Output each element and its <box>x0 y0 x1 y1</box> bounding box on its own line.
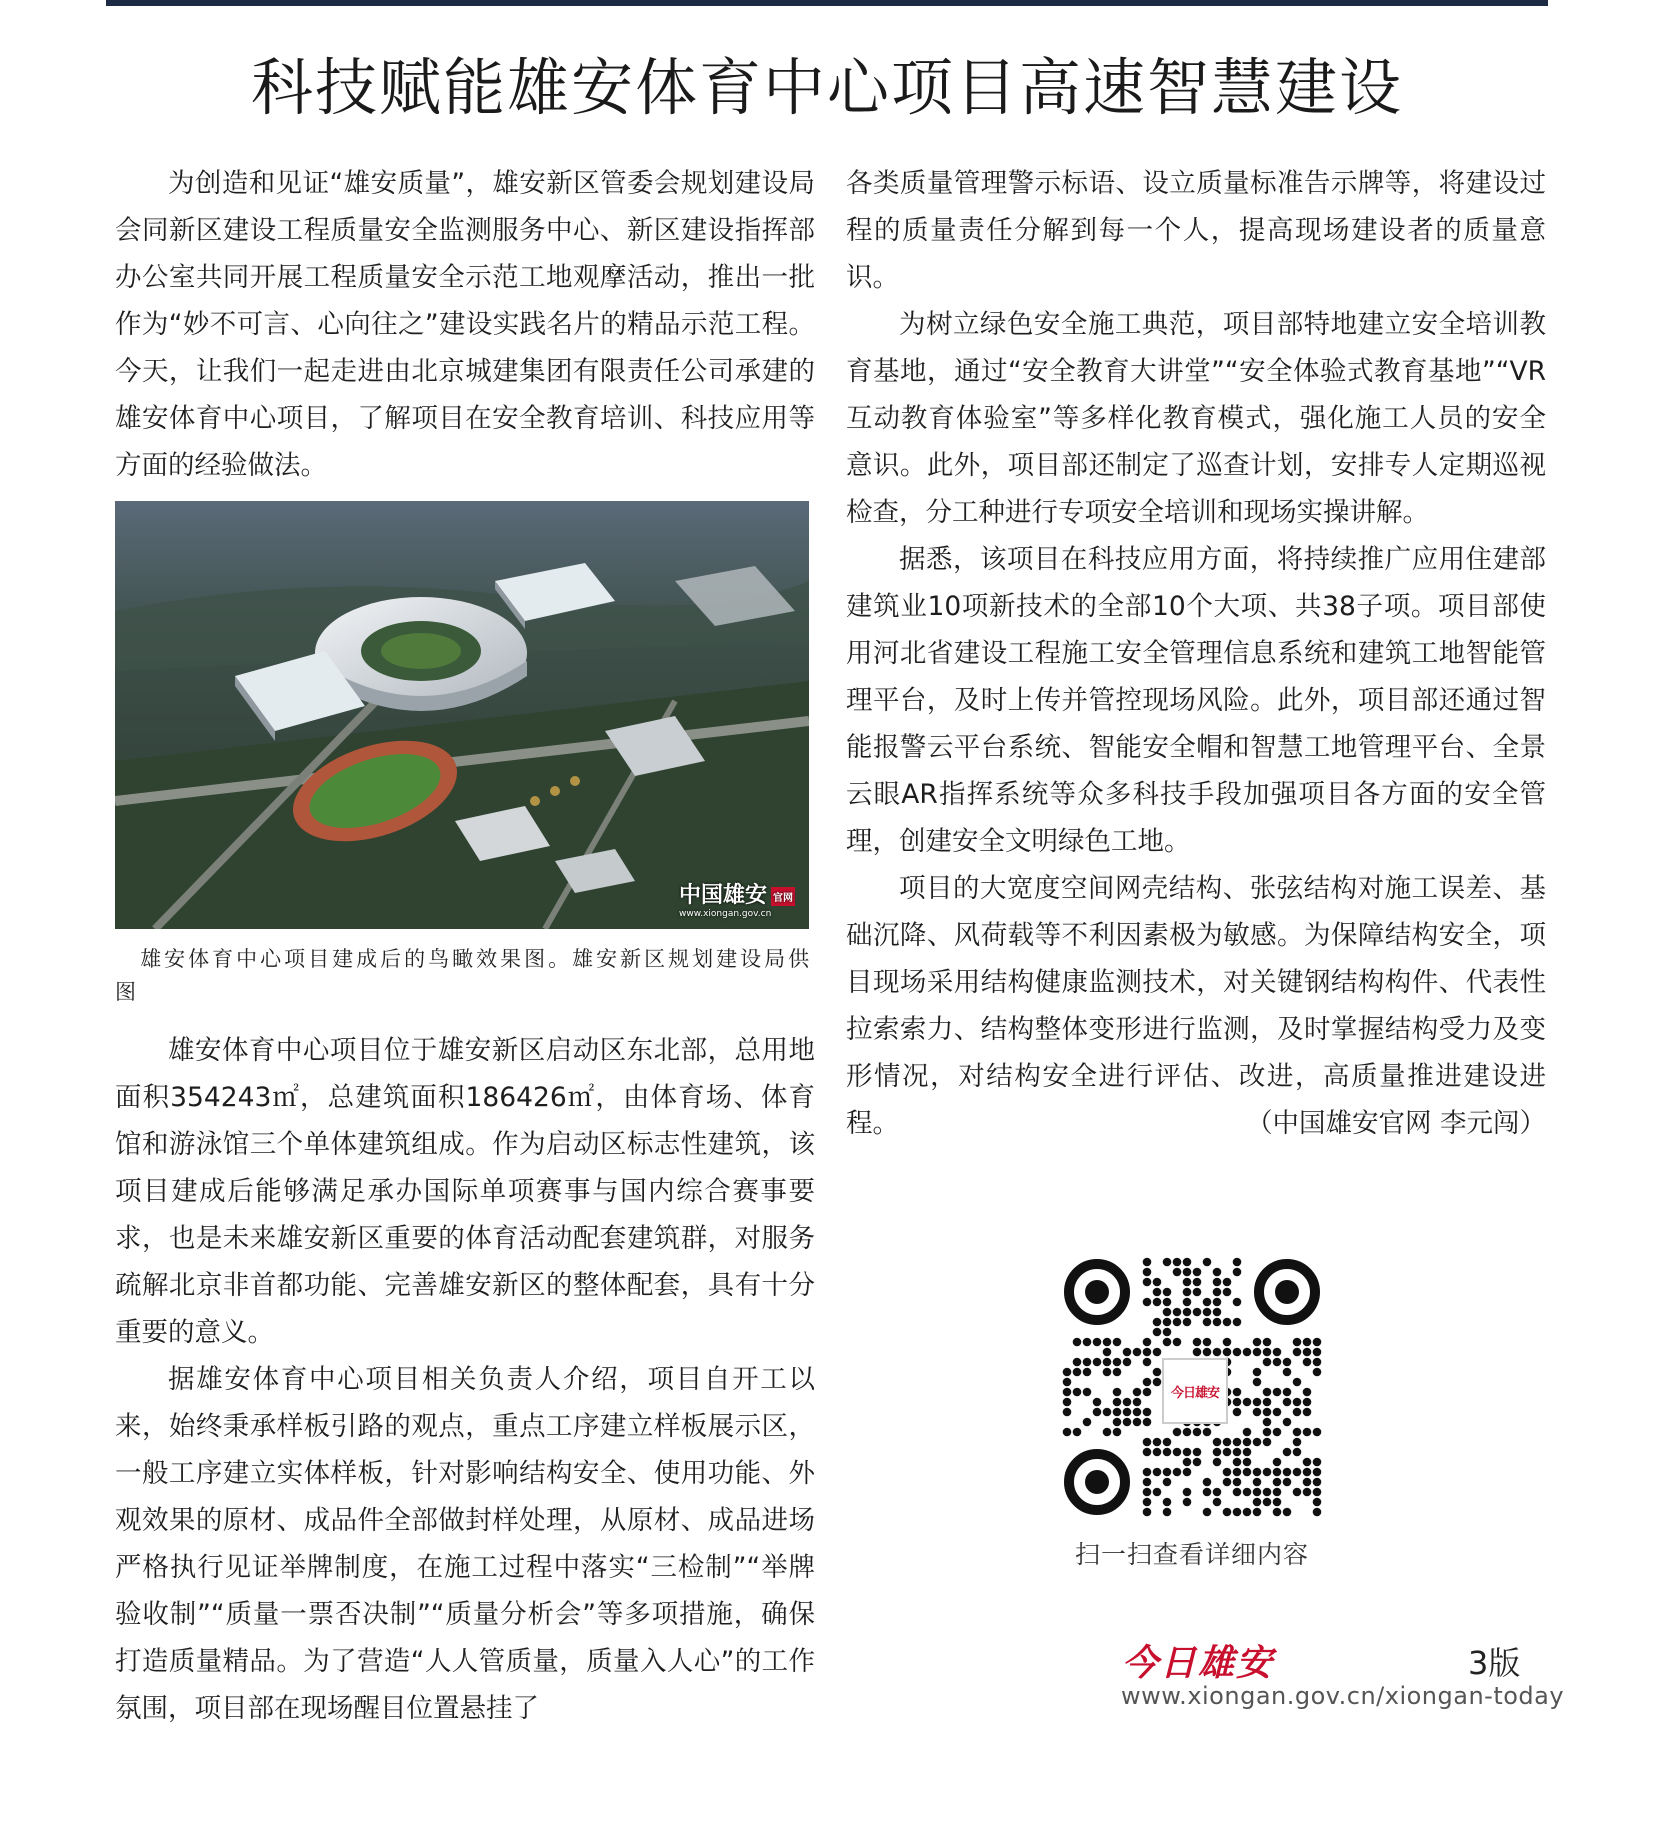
qr-dot <box>1203 1318 1212 1327</box>
qr-dot <box>1163 1338 1172 1347</box>
qr-dot <box>1143 1478 1152 1487</box>
qr-dot <box>1303 1408 1312 1417</box>
qr-dot <box>1093 1408 1102 1417</box>
qr-dot <box>1093 1358 1102 1367</box>
qr-finder-dot <box>1085 1280 1109 1304</box>
qr-dot <box>1113 1428 1122 1437</box>
qr-dot <box>1083 1338 1092 1347</box>
qr-dot <box>1243 1438 1252 1447</box>
qr-dot <box>1183 1288 1192 1297</box>
qr-dot <box>1173 1338 1182 1347</box>
qr-dot <box>1253 1408 1262 1417</box>
qr-dot <box>1233 1408 1242 1417</box>
qr-dot <box>1283 1418 1292 1427</box>
qr-dot <box>1313 1508 1322 1517</box>
qr-dot <box>1283 1468 1292 1477</box>
qr-dot <box>1113 1418 1122 1427</box>
qr-dot <box>1293 1428 1302 1437</box>
qr-dot <box>1143 1468 1152 1477</box>
qr-dot <box>1253 1468 1262 1477</box>
qr-dot <box>1313 1458 1322 1467</box>
qr-caption: 扫一扫查看详细内容 <box>1074 1540 1309 1569</box>
qr-code-block <box>1052 1257 1332 1571</box>
qr-dot <box>1253 1498 1262 1507</box>
qr-dot <box>1303 1458 1312 1467</box>
qr-dot <box>1273 1478 1282 1487</box>
qr-dot <box>1293 1378 1302 1387</box>
qr-dot <box>1253 1478 1262 1487</box>
qr-dot <box>1273 1458 1282 1467</box>
qr-dot <box>1193 1288 1202 1297</box>
stadium-aerial-photo <box>115 501 809 929</box>
qr-dot <box>1273 1488 1282 1497</box>
technology-paragraph: 据悉，该项目在科技应用方面，将持续推广应用住建部建筑业10项新技术的全部10个大项、共38子项。项目部使用河北省建设工程施工安全管理信息系统和建筑工地智能管理平台，及时上传并管控现场风险。此外，项目部还通过智能报警云平台系统、智能安全帽和智慧工地管理平台、全景云眼AR指挥系统等众多科技手段加强项目各方面的安全管理，创建安全文明绿色工地。 <box>846 544 1546 857</box>
qr-dot <box>1163 1308 1172 1317</box>
qr-dot <box>1183 1458 1192 1467</box>
qr-dot <box>1233 1318 1242 1327</box>
qr-dot <box>1153 1328 1162 1337</box>
qr-dot <box>1173 1468 1182 1477</box>
qr-dot <box>1293 1438 1302 1447</box>
qr-center-label: 今日雄安 <box>1170 1385 1219 1401</box>
qr-dot <box>1273 1428 1282 1437</box>
qr-dot <box>1143 1388 1152 1397</box>
qr-dot <box>1303 1478 1312 1487</box>
qr-dot <box>1293 1408 1302 1417</box>
qr-dot <box>1313 1428 1322 1437</box>
qr-dot <box>1233 1468 1242 1477</box>
qr-dot <box>1183 1318 1192 1327</box>
qr-dot <box>1303 1338 1312 1347</box>
project-overview-paragraph: 雄安体育中心项目位于雄安新区启动区东北部，总用地面积354243㎡，总建筑面积186426㎡，由体育场、体育馆和游泳馆三个单体建筑组成。作为启动区标志性建筑，该项目建成后能够满足承办国际单项赛事与国内综合赛事要求，也是未来雄安新区重要的体育活动配套建筑群，对服务疏解北京非首都功能、完善雄安新区的整体配套，具有十分重要的意义。 <box>115 1035 815 1348</box>
qr-dot <box>1163 1448 1172 1457</box>
qr-dot <box>1233 1268 1242 1277</box>
qr-dot <box>1213 1278 1222 1287</box>
qr-dot <box>1123 1398 1132 1407</box>
qr-dot <box>1243 1468 1252 1477</box>
qr-dot <box>1223 1508 1232 1517</box>
qr-dot <box>1303 1428 1312 1437</box>
qr-dot <box>1293 1488 1302 1497</box>
qr-dot <box>1143 1508 1152 1517</box>
qr-dot <box>1213 1298 1222 1307</box>
qr-dot <box>1073 1358 1082 1367</box>
qr-dot <box>1233 1488 1242 1497</box>
qr-dot <box>1143 1358 1152 1367</box>
qr-dot <box>1313 1338 1322 1347</box>
qr-dot <box>1123 1348 1132 1357</box>
qr-dot <box>1143 1498 1152 1507</box>
qr-dot <box>1273 1348 1282 1357</box>
qr-dot <box>1233 1258 1242 1267</box>
qr-dot <box>1313 1468 1322 1477</box>
qr-dot <box>1153 1488 1162 1497</box>
qr-finder-dot <box>1275 1280 1299 1304</box>
qr-dot <box>1253 1338 1262 1347</box>
qr-dot <box>1183 1268 1192 1277</box>
qr-dot <box>1183 1308 1192 1317</box>
footer-url: www.xiongan.gov.cn/xiongan-today <box>1121 1682 1565 1710</box>
qr-dot <box>1103 1368 1112 1377</box>
qr-dot <box>1073 1368 1082 1377</box>
qr-dot <box>1153 1468 1162 1477</box>
qr-dot <box>1263 1468 1272 1477</box>
qr-dot <box>1223 1338 1232 1347</box>
qr-dot <box>1163 1438 1172 1447</box>
qr-dot <box>1223 1438 1232 1447</box>
qr-dot <box>1243 1448 1252 1457</box>
qr-dot <box>1203 1488 1212 1497</box>
qr-dot <box>1213 1438 1222 1447</box>
qr-dot <box>1203 1258 1212 1267</box>
qr-dot <box>1313 1358 1322 1367</box>
qr-dot <box>1263 1428 1272 1437</box>
qr-dot <box>1253 1488 1262 1497</box>
qr-dot <box>1103 1428 1112 1437</box>
qr-dot <box>1303 1468 1312 1477</box>
qr-dot <box>1203 1428 1212 1437</box>
qr-dot <box>1213 1448 1222 1457</box>
qr-dot <box>1173 1428 1182 1437</box>
qr-dot <box>1203 1308 1212 1317</box>
qr-dot <box>1153 1298 1162 1307</box>
qr-finder-dot <box>1085 1470 1109 1494</box>
qr-dot <box>1193 1268 1202 1277</box>
qr-dot <box>1083 1358 1092 1367</box>
qr-dot <box>1283 1358 1292 1367</box>
qr-dot <box>1243 1348 1252 1357</box>
qr-dot <box>1103 1408 1112 1417</box>
qr-dot <box>1233 1448 1242 1457</box>
qr-dot <box>1093 1338 1102 1347</box>
qr-dot <box>1133 1408 1142 1417</box>
qr-dot <box>1183 1428 1192 1437</box>
qr-dot <box>1173 1318 1182 1327</box>
photo-logo-seal: 官网 <box>771 887 795 906</box>
qr-dot <box>1313 1478 1322 1487</box>
qr-dot <box>1093 1398 1102 1407</box>
qr-dot <box>1153 1278 1162 1287</box>
qr-dot <box>1313 1488 1322 1497</box>
quality-paragraph: 据雄安体育中心项目相关负责人介绍，项目自开工以来，始终秉承样板引路的观点，重点工序建立样板展示区，一般工序建立实体样板，针对影响结构安全、使用功能、外观效果的原材、成品件全部做封样处理，从原材、成品进场严格执行见证举牌制度，在施工过程中落实“三检制”“举牌验收制”“质量一票否决制”“质量分析会”等多项措施，确保打造质量精品。为了营造“人人管质量，质量入人心”的工作氛围，项目部在现场醒目位置悬挂了 <box>115 1364 815 1724</box>
stadium-illustration <box>115 501 809 929</box>
qr-dot <box>1183 1468 1192 1477</box>
qr-dot <box>1253 1508 1262 1517</box>
qr-dot <box>1163 1478 1172 1487</box>
qr-dot <box>1143 1268 1152 1277</box>
qr-dot <box>1213 1268 1222 1277</box>
qr-dot <box>1133 1348 1142 1357</box>
qr-dot <box>1123 1408 1132 1417</box>
quality-paragraph-continued: 各类质量管理警示标语、设立质量标准告示牌等，将建设过程的质量责任分解到每一个人，提高现场建设者的质量意识。 <box>846 168 1546 293</box>
qr-dot <box>1173 1258 1182 1267</box>
qr-dot <box>1193 1428 1202 1437</box>
qr-dot <box>1063 1388 1072 1397</box>
qr-dot <box>1143 1338 1152 1347</box>
qr-code[interactable] <box>1062 1257 1322 1519</box>
qr-dot <box>1213 1288 1222 1297</box>
qr-dot <box>1083 1388 1092 1397</box>
qr-dot <box>1073 1388 1082 1397</box>
qr-dot <box>1163 1288 1172 1297</box>
qr-dot <box>1293 1348 1302 1357</box>
qr-dot <box>1193 1338 1202 1347</box>
qr-dot <box>1223 1448 1232 1457</box>
qr-dot <box>1263 1418 1272 1427</box>
qr-dot <box>1193 1448 1202 1457</box>
qr-dot <box>1243 1458 1252 1467</box>
qr-dot <box>1203 1478 1212 1487</box>
qr-dot <box>1163 1328 1172 1337</box>
qr-dot <box>1133 1388 1142 1397</box>
qr-dot <box>1083 1368 1092 1377</box>
qr-dot <box>1243 1508 1252 1517</box>
qr-dot <box>1273 1508 1282 1517</box>
footer-brand-logo: 今日雄安 <box>1122 1642 1275 1684</box>
byline: （中国雄安官网 李元闯） <box>1246 1108 1546 1139</box>
qr-dot <box>1173 1268 1182 1277</box>
qr-dot <box>1073 1428 1082 1437</box>
qr-dot <box>1243 1398 1252 1407</box>
qr-dot <box>1283 1398 1292 1407</box>
qr-dot <box>1263 1408 1272 1417</box>
qr-dot <box>1233 1478 1242 1487</box>
qr-dot <box>1183 1448 1192 1457</box>
qr-dot <box>1123 1358 1132 1367</box>
qr-dot <box>1083 1418 1092 1427</box>
qr-dot <box>1193 1278 1202 1287</box>
qr-dot <box>1203 1298 1212 1307</box>
qr-dot <box>1143 1418 1152 1427</box>
qr-dot <box>1143 1348 1152 1357</box>
qr-center-logo <box>1164 1360 1226 1422</box>
qr-dot <box>1223 1468 1232 1477</box>
qr-dot <box>1233 1508 1242 1517</box>
photo-caption: 雄安体育中心项目建成后的鸟瞰效果图。雄安新区规划建设局供图 <box>115 947 813 1004</box>
qr-dot <box>1163 1258 1172 1267</box>
qr-dot <box>1183 1278 1192 1287</box>
qr-dot <box>1233 1388 1242 1397</box>
qr-dot <box>1163 1318 1172 1327</box>
headline: 科技赋能雄安体育中心项目高速智慧建设 <box>250 51 1403 124</box>
qr-dot <box>1143 1408 1152 1417</box>
qr-dot <box>1223 1288 1232 1297</box>
qr-dot <box>1303 1488 1312 1497</box>
qr-dot <box>1073 1338 1082 1347</box>
qr-dot <box>1153 1438 1162 1447</box>
qr-dot <box>1103 1358 1112 1367</box>
qr-dot <box>1113 1388 1122 1397</box>
qr-dot <box>1263 1438 1272 1447</box>
qr-dot <box>1163 1298 1172 1307</box>
qr-dot <box>1263 1388 1272 1397</box>
qr-dot <box>1143 1438 1152 1447</box>
qr-dot <box>1253 1378 1262 1387</box>
qr-dot <box>1133 1418 1142 1427</box>
qr-dot <box>1303 1348 1312 1357</box>
qr-dot <box>1253 1398 1262 1407</box>
qr-dot <box>1133 1398 1142 1407</box>
qr-dot <box>1263 1348 1272 1357</box>
qr-dot <box>1293 1468 1302 1477</box>
qr-dot <box>1243 1488 1252 1497</box>
top-rule <box>106 0 1548 6</box>
qr-dot <box>1113 1408 1122 1417</box>
qr-dot <box>1293 1448 1302 1457</box>
qr-dot <box>1063 1378 1072 1387</box>
qr-dot <box>1143 1488 1152 1497</box>
qr-dot <box>1203 1338 1212 1347</box>
qr-dot <box>1103 1338 1112 1347</box>
qr-dot <box>1253 1368 1262 1377</box>
qr-dot <box>1113 1398 1122 1407</box>
qr-dot <box>1143 1258 1152 1267</box>
qr-dot <box>1183 1298 1192 1307</box>
qr-dot <box>1193 1458 1202 1467</box>
qr-dot <box>1273 1408 1282 1417</box>
qr-dot <box>1213 1348 1222 1357</box>
qr-dot <box>1063 1398 1072 1407</box>
qr-dot <box>1313 1498 1322 1507</box>
qr-dot <box>1063 1428 1072 1437</box>
qr-dot <box>1273 1498 1282 1507</box>
qr-dot <box>1163 1468 1172 1477</box>
qr-dot <box>1313 1368 1322 1377</box>
qr-dot <box>1303 1388 1312 1397</box>
qr-dot <box>1113 1338 1122 1347</box>
qr-dot <box>1143 1298 1152 1307</box>
qr-dot <box>1223 1318 1232 1327</box>
qr-dot <box>1313 1348 1322 1357</box>
qr-dot <box>1263 1488 1272 1497</box>
qr-dot <box>1163 1498 1172 1507</box>
qr-dot <box>1143 1378 1152 1387</box>
qr-dot <box>1063 1368 1072 1377</box>
qr-dot <box>1213 1488 1222 1497</box>
qr-dot <box>1263 1358 1272 1367</box>
qr-dot <box>1293 1398 1302 1407</box>
qr-dot <box>1223 1278 1232 1287</box>
qr-dot <box>1103 1348 1112 1357</box>
qr-dot <box>1153 1348 1162 1357</box>
safety-training-paragraph: 为树立绿色安全施工典范，项目部特地建立安全培训教育基地，通过“安全教育大讲堂”“安全体验式教育基地”“VR互动教育体验室”等多样化教育模式，强化施工人员的安全意识。此外，项目部还制定了巡查计划，安排专人定期巡视检查，分工种进行专项安全培训和现场实操讲解。 <box>846 309 1546 528</box>
intro-paragraph: 为创造和见证“雄安质量”，雄安新区管委会规划建设局会同新区建设工程质量安全监测服务中心、新区建设指挥部办公室共同开展工程质量安全示范工地观摩活动，推出一批作为“妙不可言、心向往之”建设实践名片的精品示范工程。今天，让我们一起走进由北京城建集团有限责任公司承建的雄安体育中心项目，了解项目在安全教育培训、科技应用等方面的经验做法。 <box>115 168 815 481</box>
qr-dot <box>1153 1318 1162 1327</box>
qr-dot <box>1173 1308 1182 1317</box>
qr-dot <box>1213 1458 1222 1467</box>
qr-dot <box>1063 1408 1072 1417</box>
qr-dot <box>1233 1398 1242 1407</box>
qr-dot <box>1193 1348 1202 1357</box>
qr-dot <box>1163 1508 1172 1517</box>
qr-dot <box>1153 1378 1162 1387</box>
qr-dot <box>1233 1438 1242 1447</box>
qr-dot <box>1223 1478 1232 1487</box>
qr-dot <box>1113 1358 1122 1367</box>
qr-dot <box>1143 1448 1152 1457</box>
qr-dot <box>1243 1428 1252 1437</box>
qr-dot <box>1213 1498 1222 1507</box>
qr-dot <box>1273 1468 1282 1477</box>
photo-logo-url: www.xiongan.gov.cn <box>678 909 772 919</box>
qr-dot <box>1233 1458 1242 1467</box>
qr-dot <box>1143 1278 1152 1287</box>
qr-dot <box>1233 1298 1242 1307</box>
qr-dot <box>1263 1338 1272 1347</box>
qr-dot <box>1213 1308 1222 1317</box>
qr-dot <box>1153 1448 1162 1457</box>
photo-watermark-logo <box>679 878 795 919</box>
qr-dot <box>1233 1348 1242 1357</box>
page-number: 3版 <box>1468 1644 1521 1682</box>
qr-dot <box>1273 1358 1282 1367</box>
qr-dot <box>1113 1368 1122 1377</box>
qr-dot <box>1153 1368 1162 1377</box>
qr-dot <box>1183 1488 1192 1497</box>
qr-dot <box>1283 1508 1292 1517</box>
qr-dot <box>1303 1398 1312 1407</box>
right-column <box>846 160 1546 1147</box>
qr-dot <box>1283 1368 1292 1377</box>
qr-dot <box>1183 1258 1192 1267</box>
structure-monitoring-paragraph: 项目的大宽度空间网壳结构、张弦结构对施工误差、基础沉降、风荷载等不利因素极为敏感。为保障结构安全，项目现场采用结构健康监测技术，对关键钢结构构件、代表性拉索索力、结构整体变形进行监测，及时掌握结构受力及变形情况，对结构安全进行评估、改进，高质量推进建设进程。 <box>846 873 1546 1139</box>
qr-dot <box>1123 1418 1132 1427</box>
qr-dot <box>1253 1348 1262 1357</box>
qr-dot <box>1303 1358 1312 1367</box>
qr-dot <box>1283 1478 1292 1487</box>
qr-dot <box>1203 1348 1212 1357</box>
qr-dot <box>1283 1388 1292 1397</box>
qr-dot <box>1223 1348 1232 1357</box>
qr-dot <box>1273 1388 1282 1397</box>
photo-logo-text: 中国雄安 <box>678 882 767 908</box>
qr-dot <box>1213 1318 1222 1327</box>
qr-dot <box>1263 1398 1272 1407</box>
qr-dot <box>1193 1308 1202 1317</box>
left-column <box>115 160 815 1732</box>
qr-dot <box>1173 1448 1182 1457</box>
qr-dot <box>1203 1508 1212 1517</box>
qr-dot <box>1283 1448 1292 1457</box>
qr-dot <box>1293 1338 1302 1347</box>
qr-dot <box>1253 1438 1262 1447</box>
qr-dot <box>1263 1498 1272 1507</box>
qr-dot <box>1183 1498 1192 1507</box>
qr-dot <box>1153 1288 1162 1297</box>
